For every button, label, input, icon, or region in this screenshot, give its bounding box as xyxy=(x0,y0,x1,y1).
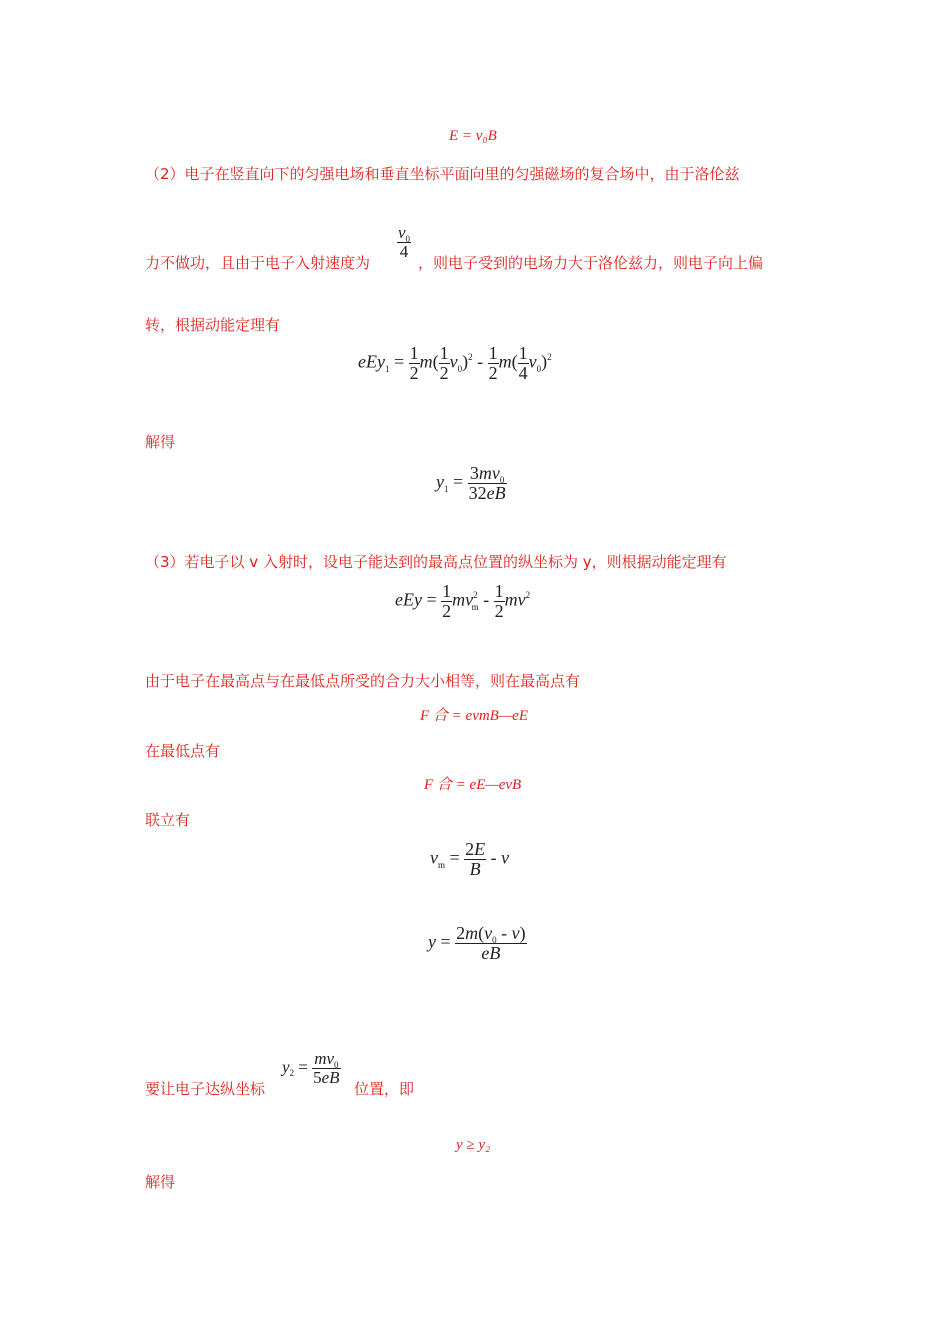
paragraph-combined: 联立有 xyxy=(145,811,191,829)
label-solve-2: 解得 xyxy=(145,1173,176,1191)
equation-energy-2: eEy = $\frac{1}{2}$ $mv^2_m$ - $\frac{1}{2}$ $mv^2$ xyxy=(395,581,531,621)
paragraph-reach-a: 要让电子达纵坐标 xyxy=(145,1080,266,1098)
paragraph-part3-intro: （3）若电子以 v 入射时，设电子能达到的最高点位置的纵坐标为 y，则根据动能定理有 xyxy=(145,553,727,571)
equation-y: y = $\frac{2m(v_0 - v)}{eB}$ xyxy=(428,923,526,963)
equation-energy-1: eEy$_1$ = $\frac{1}{2}$ m( $\frac{1}{2}$ $v_0)^2$ - $\frac{1}{2}$ m( $\frac{1}{4}$ $v_0)^2$ xyxy=(358,343,552,383)
paragraph-velocity-a: 力不做功，且由于电子入射速度为 xyxy=(145,254,371,272)
equation-e-v0b: E = v₀B xyxy=(449,128,497,144)
paragraph-kinetic-theorem: 转，根据动能定理有 xyxy=(145,316,281,334)
equation-y1: $y_1$ = $\frac{3mv_0}{32eB}$ xyxy=(436,463,506,503)
label-solve-1: 解得 xyxy=(145,433,176,451)
paragraph-reach-b: 位置，即 xyxy=(354,1080,415,1098)
paragraph-part2-intro: （2）电子在竖直向下的匀强电场和垂直坐标平面向里的匀强磁场的复合场中，由于洛伦兹 xyxy=(145,165,740,183)
equation-vm: $v_m$ = $\frac{2E}{B}$ - v xyxy=(430,839,510,879)
paragraph-net-force: 由于电子在最高点与在最低点所受的合力大小相等，则在最高点有 xyxy=(145,672,581,690)
equation-inequality: y ≥ y₂ xyxy=(456,1137,491,1153)
fraction-v0-over-4: $\frac{v_0}{4}$ xyxy=(398,223,411,261)
paragraph-lowest-point: 在最低点有 xyxy=(145,742,221,760)
paragraph-velocity-b: ，则电子受到的电场力大于洛伦兹力，则电子向上偏 xyxy=(418,254,764,272)
equation-y2: $y_2$ = $\frac{mv_0}{5eB}$ xyxy=(282,1049,340,1087)
equation-force-bottom: F 合 = eE—evB xyxy=(424,777,522,793)
equation-force-top: F 合 = evmB—eE xyxy=(420,708,529,724)
